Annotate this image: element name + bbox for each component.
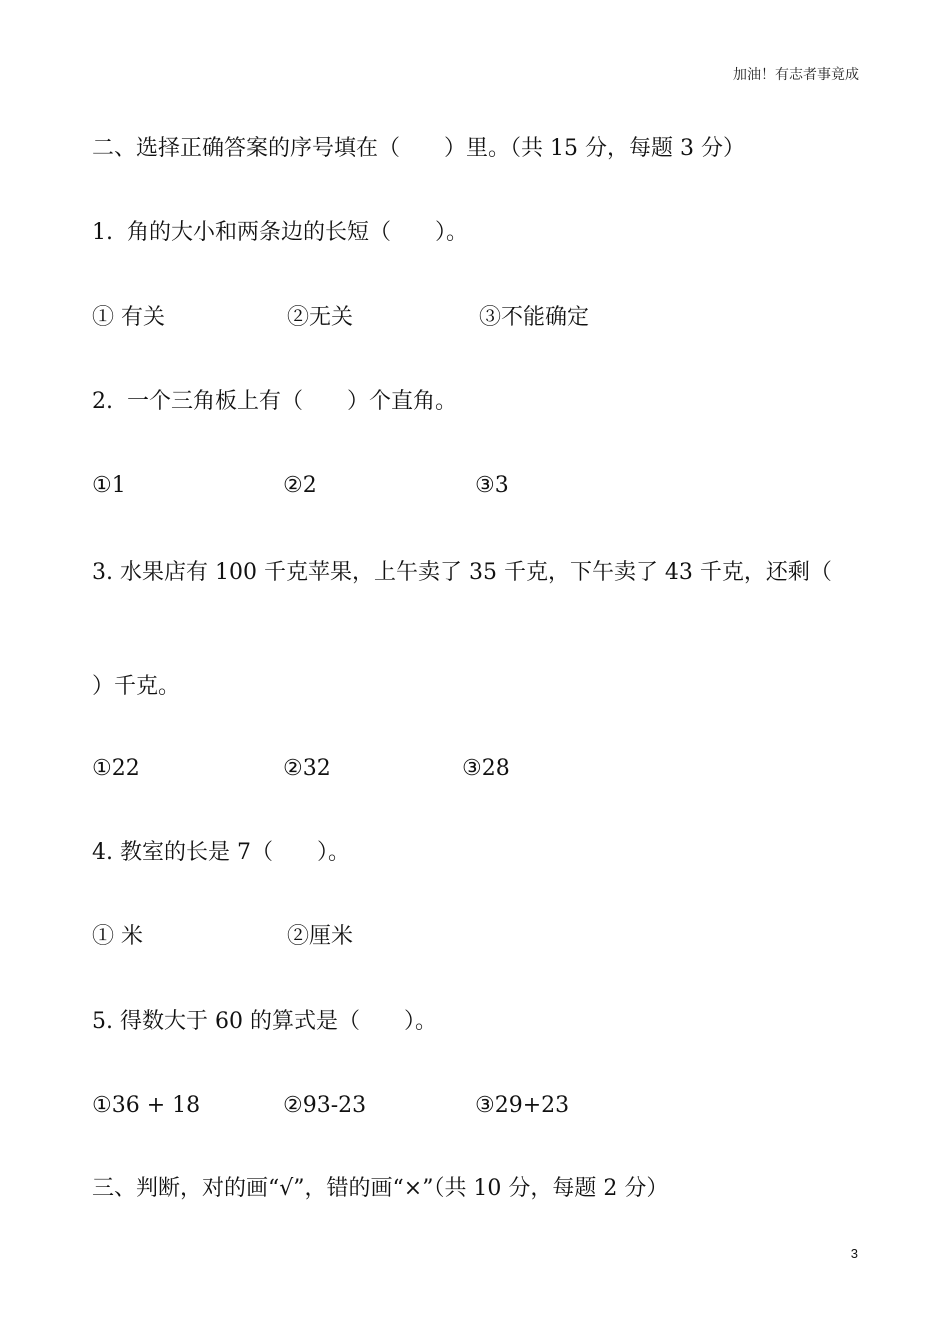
q3-option-1: ①22 bbox=[92, 756, 140, 781]
q2-option-1: ①1 bbox=[92, 473, 126, 498]
section-3-title: 三、判断，对的画“√”，错的画“×”（共 10 分，每题 2 分） bbox=[92, 1176, 669, 1201]
question-3-line-2: ）千克。 bbox=[92, 674, 181, 699]
q1-option-1: ① 有关 bbox=[92, 305, 165, 330]
header-slogan: 加油！有志者事竟成 bbox=[733, 67, 859, 83]
q4-option-2: ②厘米 bbox=[287, 924, 354, 949]
q1-option-2: ②无关 bbox=[287, 305, 354, 330]
q2-option-2: ②2 bbox=[283, 473, 317, 498]
question-3-line-1: 3. 水果店有 100 千克苹果，上午卖了 35 千克，下午卖了 43 千克，还剩（ bbox=[92, 560, 832, 585]
q5-option-3: ③29+23 bbox=[475, 1093, 570, 1118]
question-1: 1. 角的大小和两条边的长短（ ）。 bbox=[92, 220, 468, 245]
q4-option-1: ① 米 bbox=[92, 924, 143, 949]
question-2: 2. 一个三角板上有（ ）个直角。 bbox=[92, 389, 457, 414]
page-number: 3 bbox=[850, 1246, 858, 1261]
q2-option-3: ③3 bbox=[475, 473, 509, 498]
question-4: 4. 教室的长是 7（ ）。 bbox=[92, 840, 350, 865]
q5-option-2: ②93-23 bbox=[283, 1093, 367, 1118]
q3-option-3: ③28 bbox=[462, 756, 510, 781]
q1-option-3: ③不能确定 bbox=[479, 305, 590, 330]
question-5: 5. 得数大于 60 的算式是（ ）。 bbox=[92, 1009, 437, 1034]
q3-option-2: ②32 bbox=[283, 756, 331, 781]
section-2-title: 二、选择正确答案的序号填在（ ）里。（共 15 分，每题 3 分） bbox=[92, 136, 745, 161]
q5-option-1: ①36 + 18 bbox=[92, 1093, 201, 1118]
